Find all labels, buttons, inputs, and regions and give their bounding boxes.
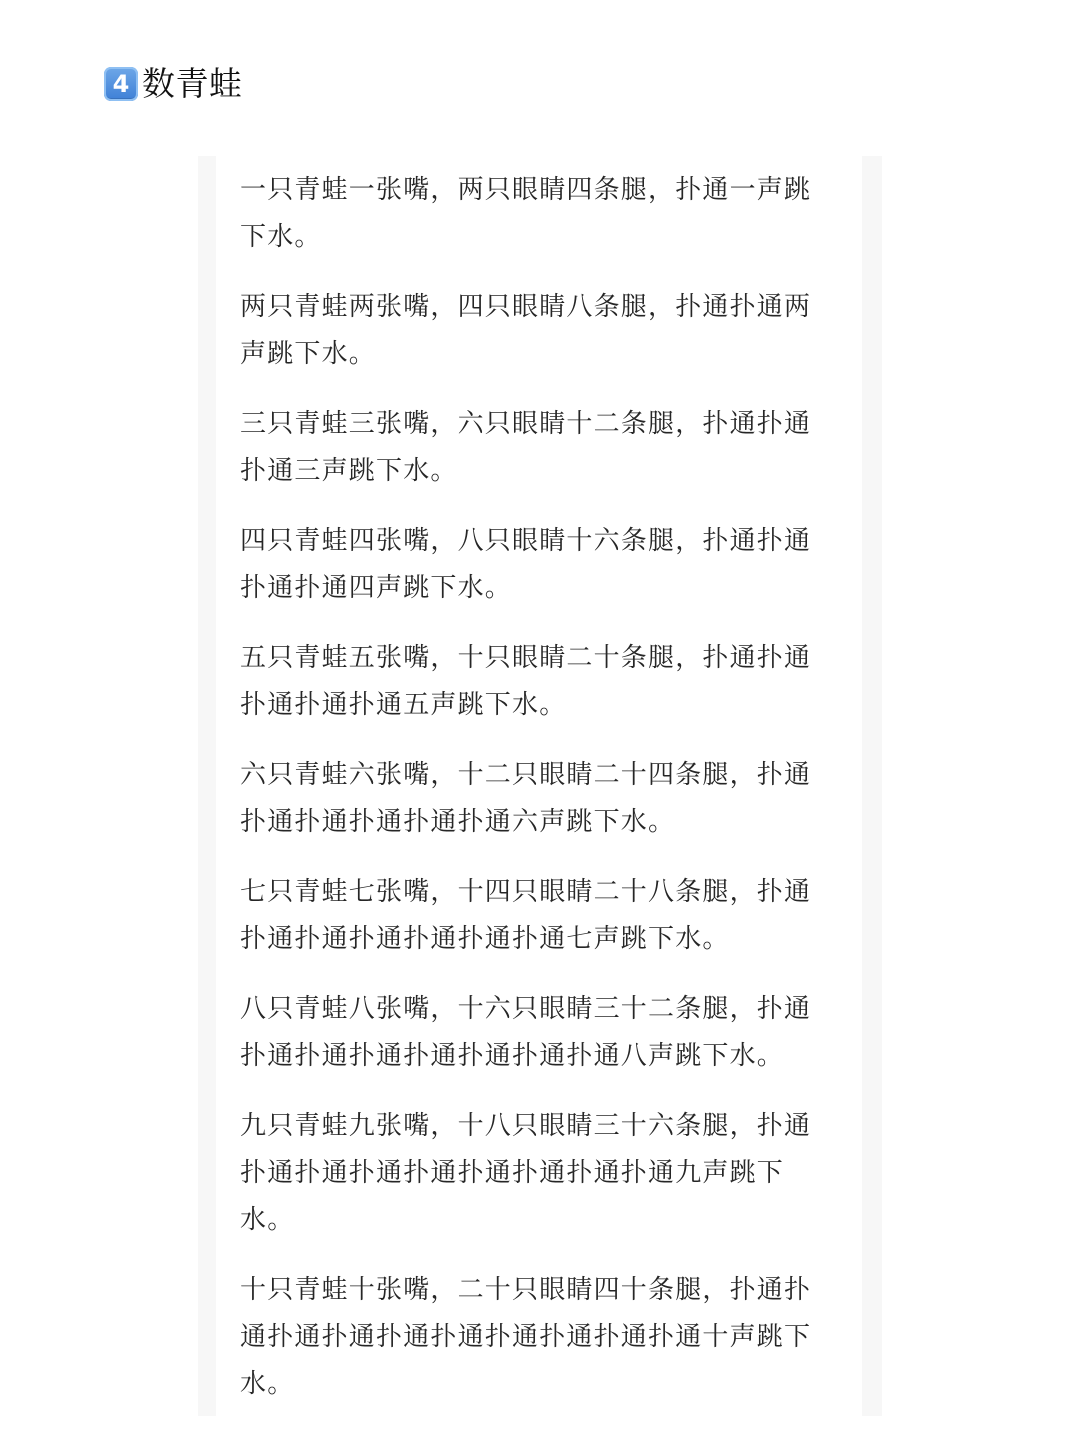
- keycap-four-icon: 4: [104, 67, 138, 101]
- verse-4: 四只青蛙四张嘴，八只眼睛十六条腿，扑通扑通扑通扑通四声跳下水。: [240, 526, 812, 603]
- verse-2: 两只青蛙两张嘴，四只眼睛八条腿，扑通扑通两声跳下水。: [240, 292, 812, 369]
- verse-3: 三只青蛙三张嘴，六只眼睛十二条腿，扑通扑通扑通三声跳下水。: [240, 409, 812, 486]
- section-heading: [104, 62, 243, 106]
- verse-5: 五只青蛙五张嘴，十只眼睛二十条腿，扑通扑通扑通扑通扑通五声跳下水。: [240, 643, 812, 720]
- verse-9: 九只青蛙九张嘴，十八只眼睛三十六条腿，扑通扑通扑通扑通扑通扑通扑通扑通扑通九声跳下水。: [240, 1111, 812, 1235]
- verse-7: 七只青蛙七张嘴，十四只眼睛二十八条腿，扑通扑通扑通扑通扑通扑通扑通七声跳下水。: [240, 877, 812, 954]
- verse-1: 一只青蛙一张嘴，两只眼睛四条腿，扑通一声跳下水。: [240, 175, 812, 252]
- verse-6: 六只青蛙六张嘴，十二只眼睛二十四条腿，扑通扑通扑通扑通扑通扑通六声跳下水。: [240, 760, 812, 837]
- section-title: 数青蛙: [142, 64, 243, 103]
- verse-8: 八只青蛙八张嘴，十六只眼睛三十二条腿，扑通扑通扑通扑通扑通扑通扑通扑通八声跳下水。: [240, 994, 812, 1071]
- verse-10: 十只青蛙十张嘴，二十只眼睛四十条腿，扑通扑通扑通扑通扑通扑通扑通扑通扑通扑通十声跳下水。: [240, 1275, 812, 1399]
